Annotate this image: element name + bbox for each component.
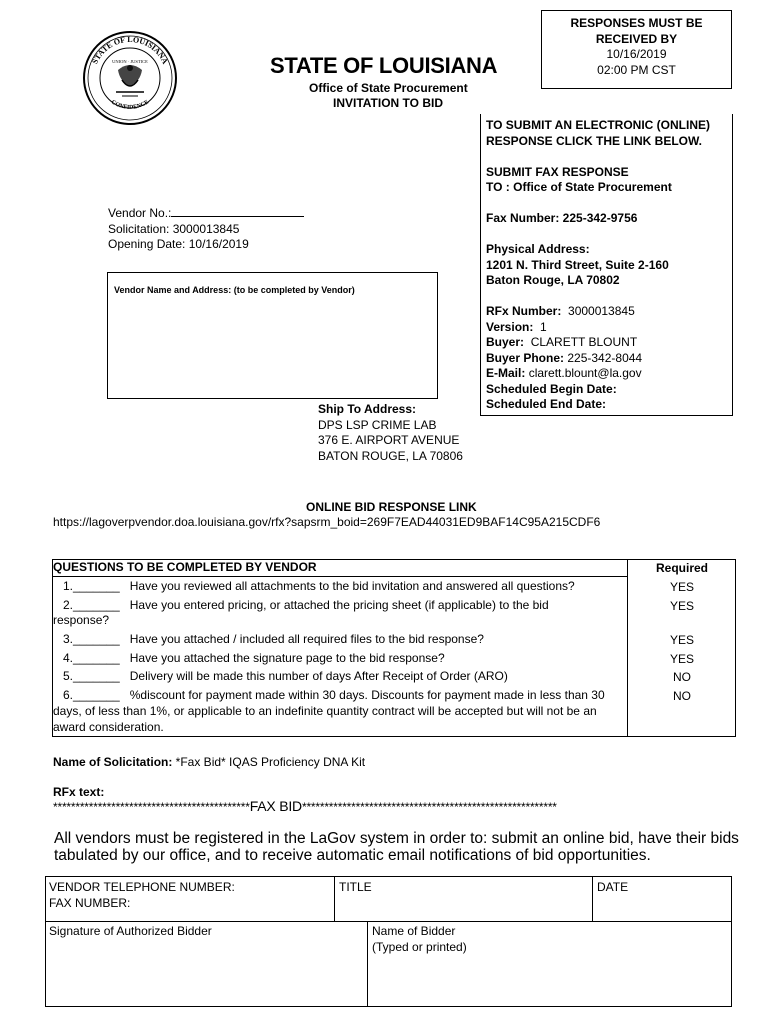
answer-3: YES <box>669 633 694 647</box>
electronic-line-1: TO SUBMIT AN ELECTRONIC (ONLINE) <box>486 118 710 132</box>
answer-2: YES <box>669 599 694 613</box>
solicitation-name-label: Name of Solicitation: <box>53 755 173 769</box>
required-header: Required <box>655 561 708 575</box>
registration-notice: All vendors must be registered in the LaGov system in order to: submit an online bid, have their bids tabulated by our office, and to receive automatic email notifications of bid opportunities. <box>54 830 739 864</box>
seal-bottom-text: CONFIDENCE <box>109 99 151 111</box>
vendor-phone-cell[interactable] <box>49 880 235 911</box>
vendor-name-address-label: Vendor Name and Address: (to be completed by Vendor) <box>114 285 355 295</box>
ship-to-address <box>318 402 463 464</box>
stars-left: ******************************************** <box>53 800 250 814</box>
vendor-no-label: Vendor No.: <box>108 206 172 220</box>
bt-row-rule <box>45 921 732 922</box>
version-label: Version: <box>486 319 534 334</box>
answer-5: NO <box>673 670 691 684</box>
title-cell[interactable]: TITLE <box>339 880 372 894</box>
email-label: E-Mail: <box>486 366 526 380</box>
ship-to-line-1: DPS LSP CRIME LAB <box>318 417 437 432</box>
bt-divider-2 <box>592 876 593 922</box>
fax-heading: SUBMIT FAX RESPONSE <box>486 164 629 179</box>
state-seal <box>82 30 178 126</box>
bidder-name-cell[interactable] <box>372 924 467 955</box>
question-5: 5._______ Delivery will be made this number of days After Receipt of Order (ARO) <box>53 669 508 683</box>
fax-number: Fax Number: 225-342-9756 <box>486 211 638 225</box>
questions-header: QUESTIONS TO BE COMPLETED BY VENDOR <box>53 560 317 574</box>
page-title: STATE OF LOUISIANA <box>270 53 498 78</box>
question-2: 2._______ Have you entered pricing, or attached the pricing sheet (if applicable) to the bid <box>53 598 549 612</box>
submission-info-box <box>480 114 733 416</box>
question-6: 6._______ %discount for payment made within 30 days. Discounts for payment made in less than 30 <box>53 688 605 702</box>
buyer-phone-label: Buyer Phone: <box>486 350 565 365</box>
scheduled-end-label: Scheduled End Date: <box>486 397 607 411</box>
ship-to-line-3: BATON ROUGE, LA 70806 <box>318 448 463 463</box>
seal-ring-text: STATE OF LOUISIANA <box>90 35 170 66</box>
vendor-no-field[interactable] <box>171 205 304 217</box>
solicitation-name-value: *Fax Bid* IQAS Proficiency DNA Kit <box>172 755 366 769</box>
online-bid-link[interactable]: https://lagoverpvendor.doa.louisiana.gov/rfx?sapsrm_boid=269F7EAD44031ED9BAF14C95A215CDF6 <box>53 515 601 529</box>
question-6-cont-2: award consideration. <box>53 720 164 734</box>
answer-6: NO <box>673 689 691 703</box>
bidder-name-label: Name of Bidder <box>372 924 456 938</box>
vendor-phone-label: VENDOR TELEPHONE NUMBER: <box>49 880 235 894</box>
responses-time: 02:00 PM CST <box>597 62 676 77</box>
rfx-number-label: RFx Number: <box>486 304 562 318</box>
electronic-line-2: RESPONSE CLICK THE LINK BELOW. <box>486 133 703 148</box>
question-6-cont: days, of less than 1%, or applicable to an indefinite quantity contract will be accepted but will not be an <box>53 704 597 718</box>
fax-bid-text: FAX BID <box>249 798 302 814</box>
office-name: Office of State Procurement <box>309 81 468 95</box>
buyer-phone-value: 225-342-8044 <box>567 350 643 365</box>
email-value[interactable]: clarett.blount@la.gov <box>528 366 642 380</box>
responses-deadline-box <box>541 10 732 89</box>
responses-date: 10/16/2019 <box>606 47 667 61</box>
physical-address-label: Physical Address: <box>486 242 590 256</box>
vendor-info <box>108 205 304 253</box>
responses-line-1: RESPONSES MUST BE <box>570 16 703 30</box>
scheduled-begin-label: Scheduled Begin Date: <box>486 381 617 396</box>
bidder-name-note: (Typed or printed) <box>372 939 467 954</box>
ship-to-label: Ship To Address: <box>318 402 417 416</box>
rfx-text-value <box>53 798 557 814</box>
rfx-text-label: RFx text: <box>53 785 105 799</box>
question-3: 3._______ Have you attached / included all required files to the bid response? <box>53 632 484 646</box>
vendor-name-address-box[interactable] <box>107 272 438 399</box>
signature-cell[interactable]: Signature of Authorized Bidder <box>49 924 212 938</box>
solicitation-number: Solicitation: 3000013845 <box>108 221 240 236</box>
fax-to: TO : Office of State Procurement <box>486 180 672 194</box>
date-cell[interactable]: DATE <box>597 880 629 894</box>
solicitation-name <box>53 755 365 769</box>
document-type: INVITATION TO BID <box>333 96 443 110</box>
question-1: 1._______ Have you reviewed all attachments to the bid invitation and answered all questions? <box>53 579 575 593</box>
address-line-1: 1201 N. Third Street, Suite 2-160 <box>486 257 669 272</box>
answer-4: YES <box>669 652 694 666</box>
responses-line-2: RECEIVED BY <box>595 31 678 46</box>
seal-motto: UNION · JUSTICE <box>112 59 148 64</box>
answer-1: YES <box>669 580 694 594</box>
opening-date: Opening Date: 10/16/2019 <box>108 237 249 251</box>
ship-to-line-2: 376 E. AIRPORT AVENUE <box>318 433 460 447</box>
bt-divider-1 <box>334 876 335 922</box>
question-2-cont: response? <box>53 613 110 627</box>
question-4: 4._______ Have you attached the signature page to the bid response? <box>53 651 445 665</box>
address-line-2: Baton Rouge, LA 70802 <box>486 273 620 287</box>
online-bid-title: ONLINE BID RESPONSE LINK <box>306 500 477 514</box>
fax-number-label: FAX NUMBER: <box>49 895 131 910</box>
rfx-number-value: 3000013845 <box>568 304 635 318</box>
bt-divider-3 <box>367 921 368 1007</box>
version-value: 1 <box>540 319 547 334</box>
buyer-label: Buyer: <box>486 335 525 349</box>
stars-right: ********************************************************* <box>301 800 557 814</box>
questions-header-rule <box>52 576 627 577</box>
buyer-value: CLARETT BLOUNT <box>530 335 638 349</box>
